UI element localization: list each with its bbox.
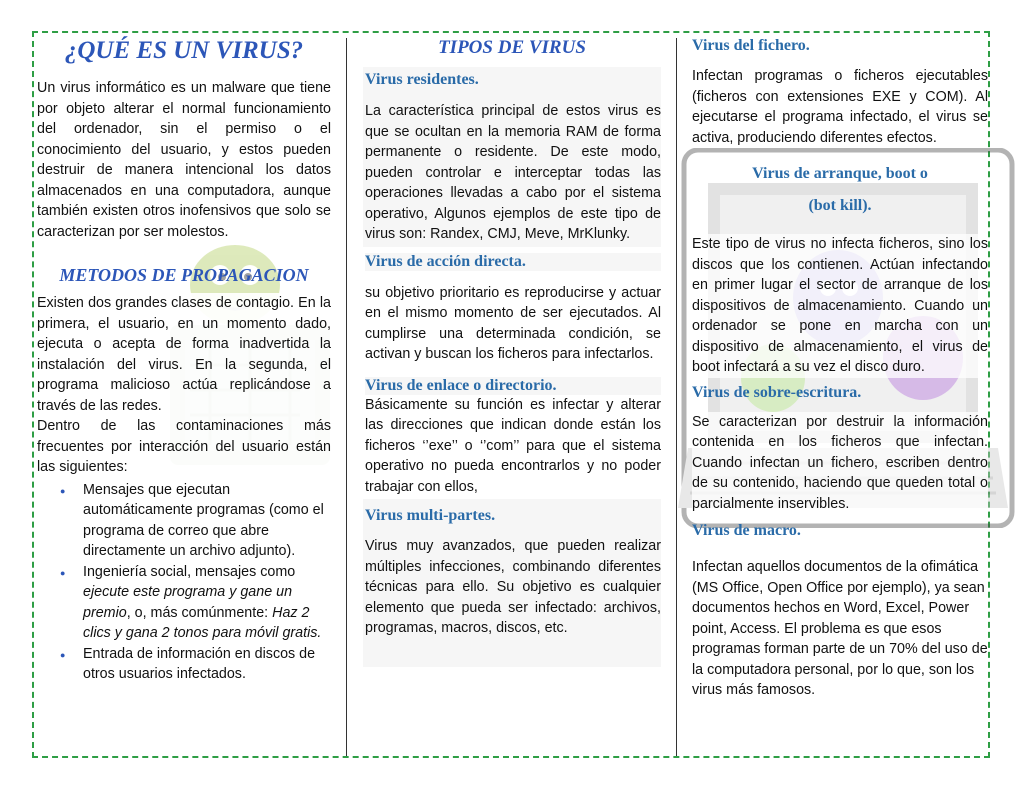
macro-virus-paragraph: Infectan aquellos documentos de la ofimática (MS Office, Open Office por ejemplo), ya sean documentos hechos en Word, Excel, Power point, Access. El problema es que esos programas forman parte de un 70% del uso de la computadora personal, por lo que, son los virus más famosos. [692,559,988,698]
list-item: ● Mensajes que ejecutan automáticamente programas (como el programa de correo que abre directamente un archivo adjunto). [83,480,331,562]
boot-virus-paragraph: Este tipo de virus no infecta ficheros, sino los discos que los contienen. Actúan infectando en primer lugar el sector de arranque de los dispositivos de almacenamiento. Cuando un ordenador se pone en marcha con un dispositivo de almacenamiento, el virus de boot infectará a su vez el disco duro. [692,236,988,375]
multipart-paragraph: Virus muy avanzados, que pueden realizar múltiples infecciones, combinando diferentes técnicas para ello. Su objetivo es cualquier elemento que pueda ser infectado: archivos, programas, macros, discos, etc. [365,538,661,636]
column-more-types [692,34,988,701]
macro-virus-heading: Virus de macro. [692,522,801,539]
link-section [363,367,661,500]
direct-action-paragraph: su objetivo prioritario es reproducirse y actuar en el mismo momento de ser ejecutados. Al cumplirse una determinada condición, se activan y buscan los ficheros para infectarlos. [365,284,661,362]
file-virus-box [692,66,988,148]
direct-action-heading: Virus de acción directa. [365,253,661,271]
column-divider-2 [676,38,677,756]
overwrite-virus-heading: Virus de sobre-escritura. [692,383,862,401]
propagation-paragraph-2: Dentro de las contaminaciones más frecuentes por interacción del usuario están las siguientes: [37,418,331,475]
overwrite-virus-paragraph: Se caracterizan por destruir la información contenida en los ficheros que infectan. Cuando infectan un fichero, escriben dentro de su contenido, haciendo que queden total o parcialmente inservibles. [692,413,988,512]
resident-paragraph: La característica principal de estos virus es que se ocultan en la memoria RAM de forma permanente o residente. De este modo, pueden controlar e interceptar todas las operaciones llevadas a cabo por el sistema operativo, Algunos ejemplos de este tipo de virus son: Randex, CMJ, Meve, MrKlunky. [365,103,661,242]
file-virus-paragraph: Infectan programas o ficheros ejecutables (ficheros con extensiones EXE y COM). Al ejecutarse el programa infectado, el virus se activa, produciendo diferentes efectos. [692,68,988,146]
file-virus-heading: Virus del fichero. [692,37,810,54]
direct-action-section [363,247,661,367]
intro-paragraph: Un virus informático es un malware que tiene por objeto alterar el normal funcionamiento del ordenador, sin el permiso o el conocimiento del usuario, y estos pueden destruir de manera intencional los datos almacenados en una computadora, aunque también existen otros inofensivos que solo se caracterizan por ser molestos. [37,80,331,240]
boot-virus-box [692,234,988,378]
main-title: ¿QUÉ ES UN VIRUS? [64,37,304,64]
propagation-paragraph: Existen dos grandes clases de contagio. En la primera, el usuario, en un momento dado, ejecuta o acepta de forma inadvertida la instalación del virus. En la segunda, el programa malicioso actúa replicándose a través de las redes. [37,295,331,414]
propagation-heading: METODOS DE PROPAGACION [59,265,309,285]
overwrite-virus-box [692,412,988,515]
column-virus-types [363,34,661,667]
list-item: ● Ingeniería social, mensajes como ejecute este programa y gane un premio, o, más comúnmente: Haz 2 clics y gana 2 tonos para móvil gratis. [83,562,331,644]
column-what-is-virus [37,34,331,685]
multipart-heading: Virus multi-partes. [365,507,496,524]
intro-text-box [37,78,331,242]
resident-section [363,67,661,247]
link-heading: Virus de enlace o directorio. [365,377,661,395]
multipart-section [363,499,661,667]
link-paragraph: Básicamente su función es infectar y alterar las direcciones que indican donde están los ficheros ‘’exe’’ o ‘’com’’ para que el sistema operativo no pueda encontrarlos y no poder trabajar con ellos, [365,396,661,495]
boot-virus-heading: Virus de arranque, boot o (bot kill). [752,165,928,214]
propagation-text-box [37,293,331,685]
list-item: ● Entrada de información en discos de otros usuarios infectados. [83,644,331,685]
resident-heading: Virus residentes. [365,71,479,88]
contagion-list [37,480,331,685]
types-title: TIPOS DE VIRUS [438,37,586,58]
